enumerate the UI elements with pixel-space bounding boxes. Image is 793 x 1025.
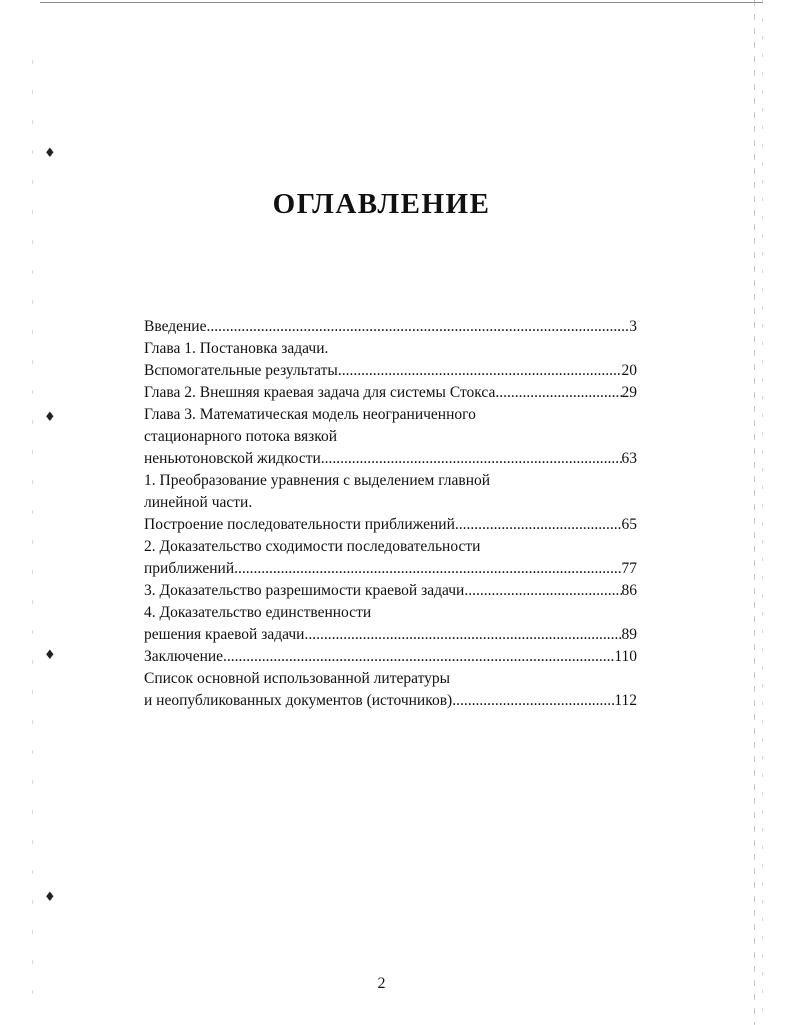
toc-entry-section1 (144, 470, 637, 492)
toc-entry-text: Глава 3. Математическая модель неограниченного (144, 406, 476, 423)
toc-entry-page: 89 (621, 626, 637, 643)
toc-entry-text: линейной части. (144, 494, 253, 511)
toc-entry-page: 63 (621, 450, 637, 467)
toc-entry-page: 86 (621, 582, 637, 599)
toc-entry-references (144, 668, 637, 690)
toc-entry-text: стационарного потока вязкой (144, 428, 337, 445)
toc-entry-text: решения краевой задачи (144, 626, 305, 643)
toc-entry-section4 (144, 602, 637, 624)
toc-entry-page: 29 (621, 384, 637, 401)
toc-entry-text: Построение последовательности приближений (144, 516, 455, 533)
toc-entry-text: и неопубликованных документов (источников) (144, 692, 453, 709)
toc-entry-page: 110 (614, 648, 637, 665)
toc-entry-chapter3 (144, 404, 637, 426)
toc-entry-text: 1. Преобразование уравнения с выделением главной (144, 472, 491, 489)
toc-entry-references-end (144, 690, 637, 712)
scan-mark-icon: ♦ (44, 648, 56, 663)
toc-entry-text: неньютоновской жидкости (144, 450, 321, 467)
toc-entry-section1-end (144, 514, 637, 536)
scan-mark-icon: ♦ (44, 890, 56, 905)
toc-entry-text: Глава 2. Внешняя краевая задача для системы Стокса (144, 384, 496, 401)
toc-entry-conclusion (144, 646, 637, 668)
toc-entry-chapter2 (144, 382, 637, 404)
toc-entry-section4-end (144, 624, 637, 646)
top-border-line (40, 2, 763, 3)
table-of-contents (144, 316, 637, 712)
toc-entry-section2 (144, 536, 637, 558)
toc-entry-text: Глава 1. Постановка задачи. (144, 340, 329, 357)
toc-entry-text: Введение (144, 318, 207, 335)
toc-entry-section1-cont (144, 492, 637, 514)
toc-entry-text: 2. Доказательство сходимости последовательности (144, 538, 481, 555)
toc-entry-page: 20 (621, 362, 637, 379)
toc-entry-text: Вспомогательные результаты (144, 362, 338, 379)
toc-entry-section2-end (144, 558, 637, 580)
toc-entry-text: Список основной использованной литературы (144, 670, 451, 687)
toc-entry-chapter3-end (144, 448, 637, 470)
toc-entry-chapter1 (144, 338, 637, 360)
toc-entry-section3 (144, 580, 637, 602)
toc-entry-intro (144, 316, 637, 338)
toc-entry-chapter1-cont (144, 360, 637, 382)
toc-entry-page: 77 (621, 560, 637, 577)
right-scan-edge (754, 0, 755, 1025)
page-title: ОГЛАВЛЕНИЕ (272, 188, 491, 220)
toc-entry-text: приближений (144, 560, 235, 577)
toc-entry-text: 4. Доказательство единственности (144, 604, 372, 621)
scan-mark-icon: ♦ (44, 410, 56, 425)
toc-entry-page: 65 (621, 516, 637, 533)
toc-entry-page: 112 (614, 692, 637, 709)
toc-entry-text: Заключение (144, 648, 224, 665)
right-scan-edge-outer (762, 0, 763, 1025)
page-number: 2 (377, 975, 386, 992)
scan-mark-icon: ♦ (44, 146, 56, 161)
toc-entry-chapter3-cont (144, 426, 637, 448)
toc-entry-text: 3. Доказательство разрешимости краевой задачи (144, 582, 465, 599)
toc-entry-page: 3 (629, 318, 637, 335)
